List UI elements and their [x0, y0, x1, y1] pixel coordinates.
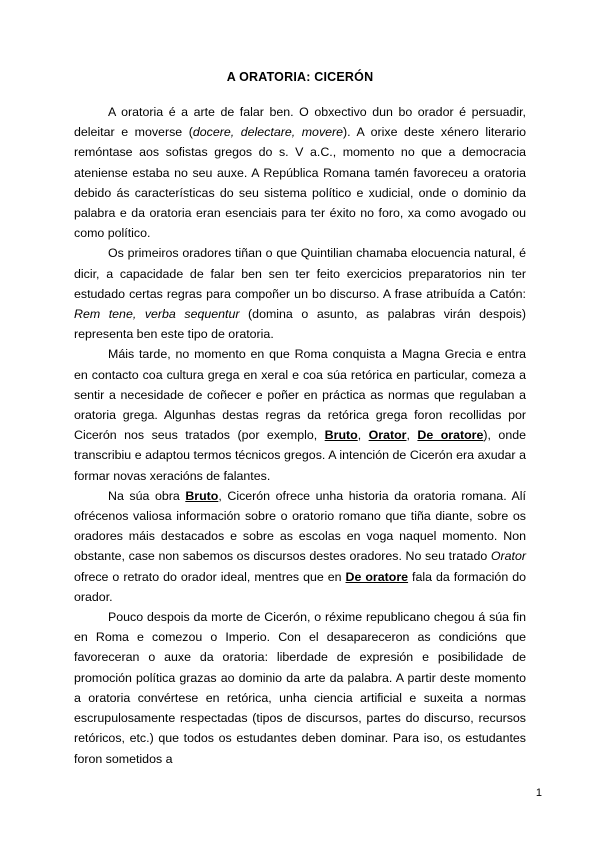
page-number: 1 [535, 787, 542, 799]
p2-text-2: (domina o asunto, as palabras virán despois) representa ben este tipo de oratoria. [74, 307, 526, 342]
p3-text-1: Máis tarde, no momento en que Roma conquista a Magna Grecia e entra en contacto coa cultura grega en xeral e coa súa retórica en particular, comeza a sentir a necesidade de coñecer e poñer en práctica as normas que regulaban a oratoria grega. Algunhas destas regras da retórica grega foron recollidas por Cicerón nos seus tratados (por exemplo, [74, 347, 526, 443]
p3-separator-1: , [357, 428, 369, 443]
p4-text-4: fala da formación do orador. [74, 569, 526, 604]
p4-work-de-oratore: De oratore [345, 569, 409, 584]
p4-text-3: ofrece o retrato do orador ideal, mentres que en [74, 569, 346, 584]
paragraph-4 [74, 486, 526, 607]
document-title: A ORATORIA: CICERÓN [226, 70, 374, 84]
paragraph-1 [74, 102, 526, 243]
p1-italic-latin: docere, delectare, movere [192, 125, 344, 140]
document-body [74, 102, 526, 769]
p3-work-bruto: Bruto [324, 428, 358, 443]
p1-text-1: A oratoria é a arte de falar ben. O obxectivo dun bo orador é persuadir, deleitar e moverse ( [74, 105, 526, 140]
p3-work-de-oratore: De oratore [417, 428, 484, 443]
p3-text-2: ), onde transcribiu e adaptou termos técnicos gregos. A intención de Cicerón era axudar a formar novas xeracións de falantes. [74, 428, 526, 483]
p2-italic-latin: Rem tene, verba sequentur [74, 307, 240, 322]
paragraph-3 [74, 344, 526, 485]
p4-italic-orator: Orator [490, 549, 526, 564]
p5-text-1: Pouco despois da morte de Cicerón, o réxime republicano chegou á súa fin en Roma e comezou o Imperio. Con el desapareceron as condicións que favoreceran o auxe da oratoria: liberdade de expresión e posibilidade de promoción política grazas ao dominio da arte da palabra. A partir deste momento a oratoria convértese en retórica, unha ciencia artificial e suxeita a normas escrupulosamente respectadas (tipos de discursos, partes do discurso, recursos retóricos, etc.) que todos os estudantes deben dominar. Para iso, os estudantes foron sometidos a [74, 610, 526, 766]
p4-text-2: , Cicerón ofrece unha historia da oratoria romana. Alí ofrécenos valiosa información sobre o oratorio romano que tiña diante, sobre os oradores máis destacados e sobre as escolas en voga naquel momento. Non obstante, case non sabemos os discursos destes oradores. No seu tratado [74, 488, 526, 564]
p4-text-1: Na súa obra [108, 488, 186, 503]
paragraph-2 [74, 243, 526, 344]
p3-work-orator: Orator [368, 428, 407, 443]
p4-work-bruto: Bruto [185, 488, 219, 503]
p1-text-2: ). A orixe deste xénero literario remóntase aos sofistas gregos do s. V a.C., momento no que a democracia ateniense estaba no seu auxe. A República Romana tamén favoreceu a oratoria debido ás características do seu sistema político e xudicial, onde o dominio da palabra e da oratoria eran esenciais para ter éxito no foro, xa como avogado ou como político. [74, 125, 526, 241]
p2-text-1: Os primeiros oradores tiñan o que Quintilian chamaba elocuencia natural, é dicir, a capacidade de falar ben sen ter feito exercicios preparatorios nin ter estudado certas regras para compoñer un bo discurso. A frase atribuída a Catón: [74, 246, 526, 301]
paragraph-5 [74, 607, 526, 769]
p3-separator-2: , [406, 428, 418, 443]
